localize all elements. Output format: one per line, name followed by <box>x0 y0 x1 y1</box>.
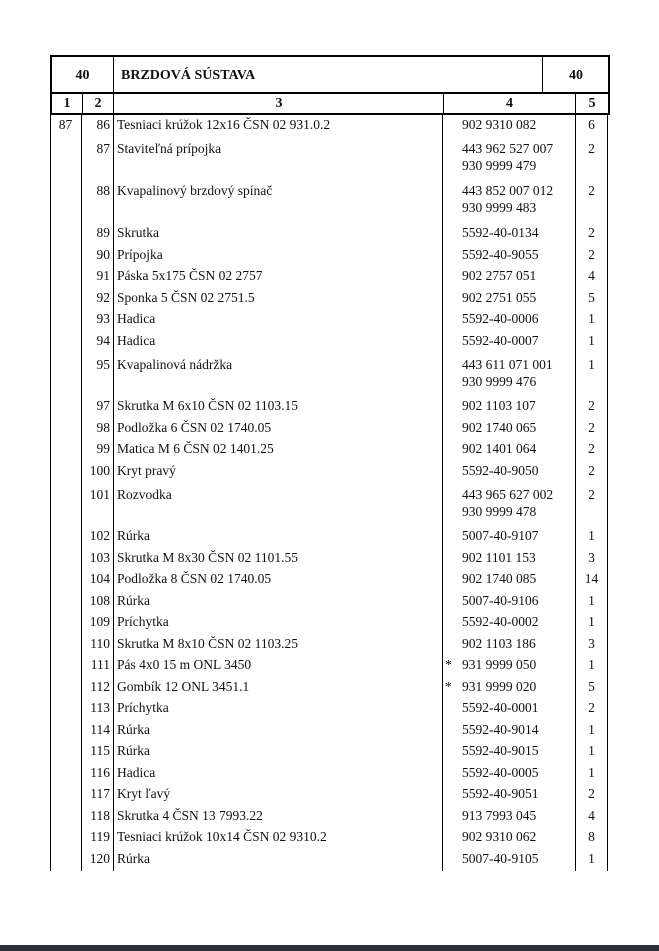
quantity-cell: 1 <box>588 743 595 758</box>
part-code-line: 5592-40-9051 <box>462 786 539 801</box>
quantity-cell: 2 <box>588 183 595 198</box>
part-name-cell: Rúrka <box>117 743 150 758</box>
part-code-line: 5592-40-9050 <box>462 463 539 478</box>
part-name-cell: Matica M 6 ČSN 02 1401.25 <box>117 441 274 456</box>
quantity-cell: 2 <box>588 398 595 413</box>
quantity-cell: 1 <box>588 722 595 737</box>
position-number-cell: 93 <box>96 311 110 326</box>
position-number-cell: 109 <box>89 614 110 629</box>
part-name-cell: Skrutka M 8x10 ČSN 02 1103.25 <box>117 636 299 651</box>
table-border-left <box>50 113 51 871</box>
part-code-line: 5592-40-0005 <box>462 765 539 780</box>
part-code-line: 902 2757 051 <box>462 268 537 283</box>
part-code-line: 5592-40-0007 <box>462 333 539 348</box>
part-code-line: 902 1103 186 <box>462 636 536 651</box>
part-name-cell: Príchytka <box>117 700 169 715</box>
part-name-cell: Rozvodka <box>117 487 172 502</box>
quantity-cell: 2 <box>588 420 595 435</box>
quantity-cell: 2 <box>588 247 595 262</box>
quantity-cell: 1 <box>588 333 595 348</box>
part-code-line: 930 9999 476 <box>462 374 537 389</box>
part-code-line: 931 9999 050 <box>462 657 537 672</box>
quantity-cell: 2 <box>588 700 595 715</box>
position-number-cell: 114 <box>90 722 110 737</box>
part-name-cell: Hadica <box>117 333 156 348</box>
part-name-cell: Staviteľná prípojka <box>117 141 222 156</box>
part-code-line: 930 9999 479 <box>462 158 537 173</box>
position-number-cell: 87 <box>96 141 110 156</box>
column-divider-3 <box>442 113 443 871</box>
quantity-cell: 3 <box>588 550 595 565</box>
position-number-cell: 103 <box>89 550 110 565</box>
part-code-line: 5007-40-9107 <box>462 528 539 543</box>
part-code-line: 902 1401 064 <box>462 441 537 456</box>
group-number-cell: 87 <box>58 117 73 132</box>
part-code-line: 5592-40-0001 <box>462 700 539 715</box>
position-number-cell: 113 <box>90 700 110 715</box>
quantity-cell: 1 <box>588 614 595 629</box>
position-number-cell: 117 <box>90 786 110 801</box>
part-code-line: 902 9310 062 <box>462 829 537 844</box>
column-header-row <box>50 92 610 115</box>
position-number-cell: 120 <box>89 851 110 866</box>
part-code-line: 443 965 627 002 <box>462 487 554 502</box>
quantity-cell: 1 <box>588 528 595 543</box>
asterisk-marker: * <box>445 657 452 672</box>
part-name-cell: Tesniaci krúžok 12x16 ČSN 02 931.0.2 <box>117 117 331 132</box>
part-name-cell: Rúrka <box>117 722 150 737</box>
part-code-line: 443 611 071 001 <box>462 357 553 372</box>
position-number-cell: 89 <box>96 225 110 240</box>
position-number-cell: 99 <box>96 441 110 456</box>
part-name-cell: Hadica <box>117 311 156 326</box>
part-code-line: 930 9999 478 <box>462 504 537 519</box>
part-name-cell: Pás 4x0 15 m ONL 3450 <box>117 657 252 672</box>
position-number-cell: 118 <box>90 808 110 823</box>
part-code-line: 902 1740 085 <box>462 571 537 586</box>
position-number-cell: 91 <box>96 268 110 283</box>
part-name-cell: Podložka 8 ČSN 02 1740.05 <box>117 571 272 586</box>
position-number-cell: 116 <box>90 765 110 780</box>
position-number-cell: 86 <box>96 117 110 132</box>
quantity-cell: 1 <box>588 851 595 866</box>
part-code-line: 902 1103 107 <box>462 398 536 413</box>
part-name-cell: Skrutka 4 ČSN 13 7993.22 <box>117 808 263 823</box>
position-number-cell: 90 <box>96 247 110 262</box>
quantity-cell: 1 <box>588 311 595 326</box>
group-number-left: 40 <box>52 57 114 94</box>
section-title-box <box>50 55 610 94</box>
quantity-cell: 2 <box>588 786 595 801</box>
part-name-cell: Kvapalinový brzdový spínač <box>117 183 273 198</box>
part-code-line: 931 9999 020 <box>462 679 537 694</box>
quantity-cell: 4 <box>588 808 595 823</box>
part-code-line: 902 9310 082 <box>462 117 537 132</box>
quantity-cell: 6 <box>588 117 595 132</box>
position-number-cell: 95 <box>96 357 110 372</box>
part-code-line: 5007-40-9106 <box>462 593 539 608</box>
part-name-cell: Rúrka <box>117 851 150 866</box>
position-number-cell: 115 <box>90 743 110 758</box>
part-name-cell: Tesniaci krúžok 10x14 ČSN 02 9310.2 <box>117 829 327 844</box>
quantity-cell: 1 <box>588 593 595 608</box>
quantity-cell: 2 <box>588 441 595 456</box>
position-number-cell: 112 <box>90 679 110 694</box>
quantity-cell: 8 <box>588 829 595 844</box>
column-header-5: 5 <box>588 95 596 111</box>
quantity-cell: 1 <box>588 765 595 780</box>
position-number-cell: 108 <box>89 593 110 608</box>
part-code-line: 5592-40-0006 <box>462 311 539 326</box>
part-name-cell: Príchytka <box>117 614 169 629</box>
position-number-cell: 97 <box>96 398 110 413</box>
part-name-cell: Skrutka <box>117 225 159 240</box>
part-code-line: 443 962 527 007 <box>462 141 554 156</box>
position-number-cell: 119 <box>90 829 110 844</box>
part-name-cell: Rúrka <box>117 593 150 608</box>
column-header-1: 1 <box>52 94 83 113</box>
group-number-right: 40 <box>542 57 609 94</box>
part-code-line: 902 1740 065 <box>462 420 537 435</box>
column-header-2: 2 <box>83 94 114 113</box>
part-name-cell: Sponka 5 ČSN 02 2751.5 <box>117 290 255 305</box>
position-number-cell: 110 <box>90 636 110 651</box>
part-code-line: 5592-40-9014 <box>462 722 539 737</box>
part-name-cell: Kryt ľavý <box>117 786 171 801</box>
quantity-cell: 2 <box>588 141 595 156</box>
part-code-line: 902 2751 055 <box>462 290 537 305</box>
part-code-line: 5592-40-0134 <box>462 225 539 240</box>
quantity-cell: 5 <box>588 679 595 694</box>
part-name-cell: Prípojka <box>117 247 163 262</box>
part-name-cell: Rúrka <box>117 528 150 543</box>
position-number-cell: 100 <box>89 463 110 478</box>
part-name-cell: Skrutka M 6x10 ČSN 02 1103.15 <box>117 398 299 413</box>
part-code-line: 913 7993 045 <box>462 808 537 823</box>
quantity-cell: 2 <box>588 463 595 478</box>
position-number-cell: 101 <box>89 487 110 502</box>
part-code-line: 5592-40-9015 <box>462 743 539 758</box>
quantity-cell: 5 <box>588 290 595 305</box>
part-name-cell: Páska 5x175 ČSN 02 2757 <box>117 268 263 283</box>
position-number-cell: 111 <box>90 657 110 672</box>
part-name-cell: Kvapalinová nádržka <box>117 357 233 372</box>
quantity-cell: 4 <box>588 268 595 283</box>
quantity-cell: 1 <box>588 657 595 672</box>
quantity-cell: 3 <box>588 636 595 651</box>
part-code-line: 5007-40-9105 <box>462 851 539 866</box>
column-header-3: 3 <box>115 94 444 113</box>
quantity-cell: 1 <box>588 357 595 372</box>
quantity-cell: 14 <box>584 571 599 586</box>
part-code-line: 930 9999 483 <box>462 200 537 215</box>
position-number-cell: 102 <box>89 528 110 543</box>
part-code-line: 443 852 007 012 <box>462 183 554 198</box>
position-number-cell: 88 <box>96 183 110 198</box>
column-divider-2 <box>113 113 114 871</box>
part-name-cell: Hadica <box>117 765 156 780</box>
part-name-cell: Skrutka M 8x30 ČSN 02 1101.55 <box>117 550 299 565</box>
part-name-cell: Podložka 6 ČSN 02 1740.05 <box>117 420 272 435</box>
quantity-cell: 2 <box>588 225 595 240</box>
section-title: BRZDOVÁ SÚSTAVA <box>121 67 256 83</box>
part-code-line: 5592-40-0002 <box>462 614 539 629</box>
position-number-cell: 98 <box>96 420 110 435</box>
part-name-cell: Gombík 12 ONL 3451.1 <box>117 679 250 694</box>
part-code-line: 5592-40-9055 <box>462 247 539 262</box>
part-name-cell: Kryt pravý <box>117 463 176 478</box>
window-bottom-bar <box>0 945 659 951</box>
position-number-cell: 94 <box>96 333 110 348</box>
position-number-cell: 104 <box>89 571 110 586</box>
position-number-cell: 92 <box>96 290 110 305</box>
column-header-4: 4 <box>444 94 576 113</box>
asterisk-marker: * <box>445 679 452 694</box>
part-code-line: 902 1101 153 <box>462 550 536 565</box>
quantity-cell: 2 <box>588 487 595 502</box>
